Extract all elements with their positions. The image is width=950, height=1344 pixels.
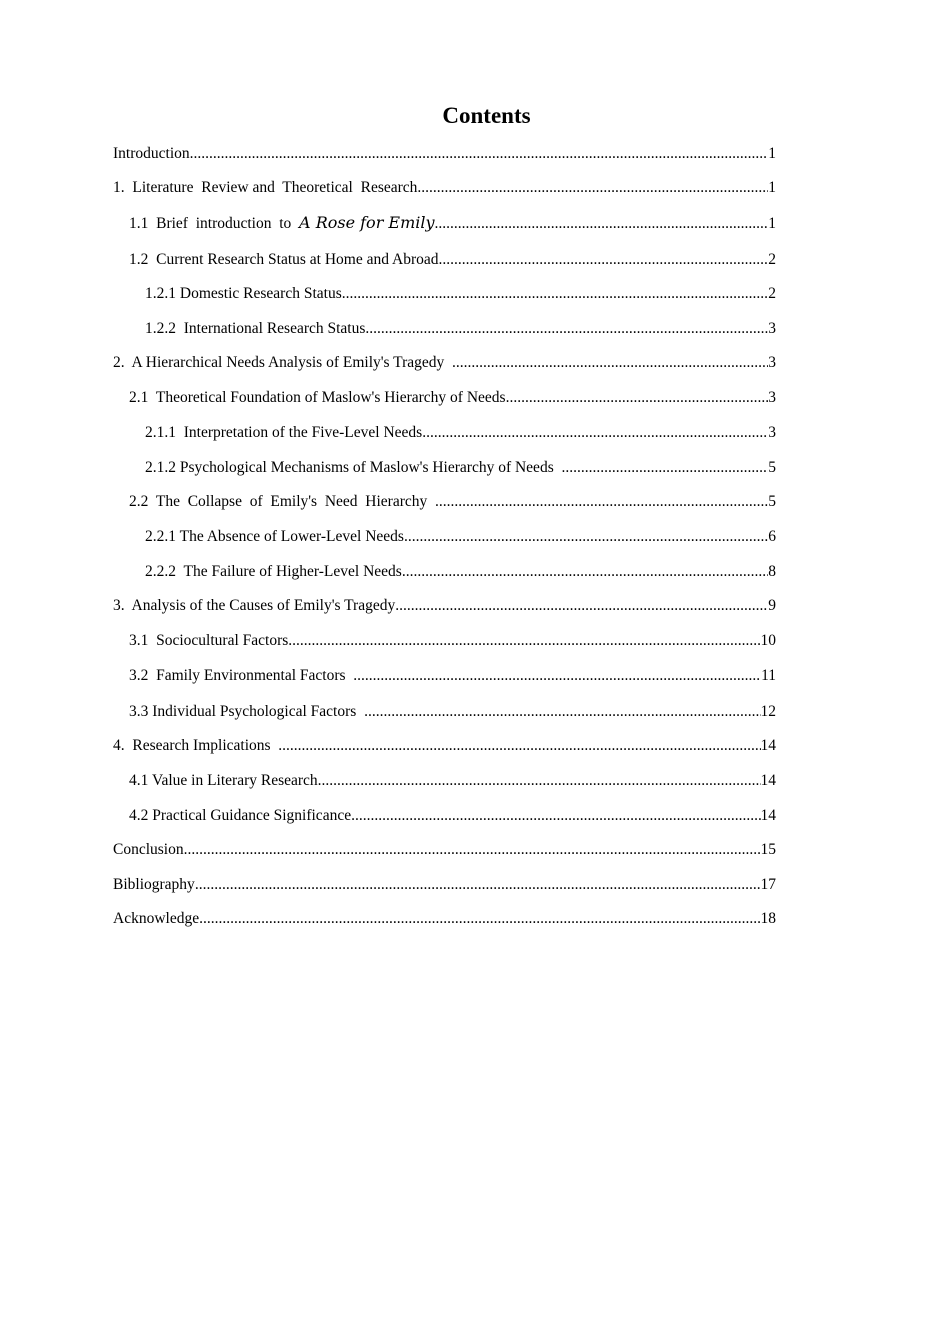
toc-entry-number: 2.2.1 bbox=[145, 528, 180, 545]
toc-page-number: 1 bbox=[768, 145, 776, 162]
toc-page-number: 12 bbox=[760, 703, 776, 720]
toc-entry-number: 2.2 bbox=[129, 493, 156, 510]
toc-entry-text: Literature Review and Theoretical Research bbox=[132, 179, 418, 196]
toc-entry-section-2-1-2[interactable] bbox=[145, 458, 776, 478]
dot-leader bbox=[561, 458, 768, 478]
dot-leader bbox=[365, 319, 768, 339]
dot-leader bbox=[439, 250, 769, 270]
toc-page-number: 15 bbox=[760, 841, 776, 858]
toc-entry-text: Interpretation of the Five-Level Needs bbox=[183, 424, 423, 441]
dot-leader bbox=[404, 527, 768, 547]
toc-entry-number: 2.1 bbox=[129, 389, 156, 406]
dot-leader bbox=[422, 423, 768, 443]
toc-entry-text: Value in Literary Research bbox=[151, 772, 318, 789]
toc-page-number: 14 bbox=[760, 737, 776, 754]
toc-page-number: 6 bbox=[768, 528, 776, 545]
toc-entry-text: Introduction bbox=[113, 145, 190, 162]
toc-entry-text: Practical Guidance Significance bbox=[152, 807, 352, 824]
toc-entry-text: Acknowledge bbox=[113, 910, 200, 927]
toc-entry-chapter-4[interactable] bbox=[113, 736, 776, 756]
toc-page-number: 10 bbox=[760, 632, 776, 649]
toc-page-number: 14 bbox=[760, 807, 776, 824]
toc-entry-number: 1.2.1 bbox=[145, 285, 180, 302]
toc-page-number: 17 bbox=[760, 876, 776, 893]
toc-entry-chapter-2[interactable] bbox=[113, 353, 776, 373]
dot-leader bbox=[278, 736, 760, 756]
dot-leader bbox=[402, 562, 768, 582]
toc-entry-section-4-1[interactable] bbox=[129, 771, 776, 791]
toc-entry-text: The Failure of Higher-Level Needs bbox=[183, 563, 402, 580]
toc-entry-number: 4. bbox=[113, 737, 133, 754]
toc-entry-text: Domestic Research Status bbox=[179, 285, 342, 302]
toc-entry-text: Current Research Status at Home and Abroad bbox=[156, 251, 439, 268]
toc-entry-section-2-2[interactable] bbox=[129, 492, 776, 512]
toc-page-number: 3 bbox=[768, 354, 776, 371]
toc-entry-number: 1. bbox=[113, 179, 133, 196]
toc-entry-text: Sociocultural Factors bbox=[156, 632, 289, 649]
toc-entry-text: The Collapse of Emily's Need Hierarchy bbox=[155, 493, 435, 510]
dot-leader bbox=[417, 178, 768, 198]
toc-entry-number: 4.2 bbox=[129, 807, 153, 824]
toc-entry-number: 4.1 bbox=[129, 772, 152, 789]
toc-page-number: 1 bbox=[768, 215, 776, 232]
dot-leader bbox=[435, 492, 768, 512]
toc-entry-text: Theoretical Foundation of Maslow's Hierarchy of Needs bbox=[155, 389, 506, 406]
toc-entry-chapter-3[interactable] bbox=[113, 596, 776, 616]
toc-entry-section-2-1[interactable] bbox=[129, 388, 776, 408]
toc-page-number: 3 bbox=[768, 320, 776, 337]
toc-entry-section-3-3[interactable] bbox=[129, 702, 776, 722]
toc-entry-section-1-2-2[interactable] bbox=[145, 319, 776, 339]
toc-page-number: 3 bbox=[768, 389, 776, 406]
toc-entry-number: 3. bbox=[113, 597, 132, 614]
dot-leader bbox=[288, 631, 760, 651]
dot-leader bbox=[199, 909, 760, 929]
dot-leader bbox=[351, 806, 760, 826]
toc-entry-text: Research Implications bbox=[132, 737, 279, 754]
toc-page-number: 1 bbox=[768, 179, 776, 196]
toc-entry-text: Brief introduction to bbox=[156, 215, 300, 232]
toc-entry-section-2-1-1[interactable] bbox=[145, 423, 776, 443]
toc-entry-text: Bibliography bbox=[113, 876, 195, 893]
toc-entry-section-4-2[interactable] bbox=[129, 806, 776, 826]
dot-leader bbox=[184, 840, 761, 860]
dot-leader bbox=[506, 388, 769, 408]
toc-entry-number: 3.3 bbox=[129, 703, 153, 720]
dot-leader bbox=[395, 596, 768, 616]
toc-entry-number: 1.2.2 bbox=[145, 320, 184, 337]
dot-leader bbox=[353, 666, 761, 686]
toc-entry-text: A Hierarchical Needs Analysis of Emily's Tragedy bbox=[131, 354, 453, 371]
toc-entry-conclusion[interactable] bbox=[113, 840, 776, 860]
toc-entry-text: Psychological Mechanisms of Maslow's Hierarchy of Needs bbox=[179, 459, 562, 476]
toc-entry-chapter-1[interactable] bbox=[113, 178, 776, 198]
toc-page-number: 2 bbox=[768, 251, 776, 268]
toc-entry-italic-title: A Rose for Emily bbox=[299, 213, 435, 232]
toc-entry-text: Analysis of the Causes of Emily's Tragedy bbox=[131, 597, 396, 614]
dot-leader bbox=[190, 144, 769, 164]
toc-entry-text: The Absence of Lower-Level Needs bbox=[179, 528, 404, 545]
toc-entry-section-1-2-1[interactable] bbox=[145, 284, 776, 304]
toc-entry-section-1-2[interactable] bbox=[129, 250, 776, 270]
toc-entry-acknowledge[interactable] bbox=[113, 909, 776, 929]
toc-entry-introduction[interactable] bbox=[113, 144, 776, 164]
toc-entry-number: 2. bbox=[113, 354, 132, 371]
toc-page-number: 3 bbox=[768, 424, 776, 441]
toc-page-number: 2 bbox=[768, 285, 776, 302]
dot-leader bbox=[195, 875, 761, 895]
toc-entry-section-1-1[interactable] bbox=[129, 213, 776, 234]
dot-leader bbox=[452, 353, 768, 373]
toc-entry-section-2-2-2[interactable] bbox=[145, 562, 776, 582]
dot-leader bbox=[318, 771, 761, 791]
dot-leader bbox=[435, 214, 769, 234]
toc-entry-bibliography[interactable] bbox=[113, 875, 776, 895]
page-title: Contents bbox=[442, 103, 531, 128]
toc-entry-text: Conclusion bbox=[113, 841, 184, 858]
toc-entry-text: Family Environmental Factors bbox=[156, 667, 354, 684]
toc-page-number: 5 bbox=[768, 493, 776, 510]
toc-entry-text: International Research Status bbox=[183, 320, 366, 337]
toc-page-number: 5 bbox=[768, 459, 776, 476]
toc-entry-number: 2.1.2 bbox=[145, 459, 180, 476]
toc-entry-section-3-1[interactable] bbox=[129, 631, 776, 651]
toc-entry-section-3-2[interactable] bbox=[129, 666, 776, 686]
toc-entry-number: 2.1.1 bbox=[145, 424, 184, 441]
toc-page-number: 14 bbox=[760, 772, 776, 789]
toc-page-number: 11 bbox=[761, 667, 776, 684]
toc-page-number: 9 bbox=[768, 597, 776, 614]
dot-leader bbox=[342, 284, 769, 304]
toc-page-number: 8 bbox=[768, 563, 776, 580]
toc-page-number: 18 bbox=[760, 910, 776, 927]
dot-leader bbox=[364, 702, 760, 722]
toc-entry-section-2-2-1[interactable] bbox=[145, 527, 776, 547]
toc-entry-number: 3.1 bbox=[129, 632, 157, 649]
toc-entry-number: 1.1 bbox=[129, 215, 157, 232]
toc-entry-number: 3.2 bbox=[129, 667, 157, 684]
toc-entry-number: 1.2 bbox=[129, 251, 157, 268]
toc-entry-number: 2.2.2 bbox=[145, 563, 184, 580]
toc-entry-text: Individual Psychological Factors bbox=[152, 703, 365, 720]
